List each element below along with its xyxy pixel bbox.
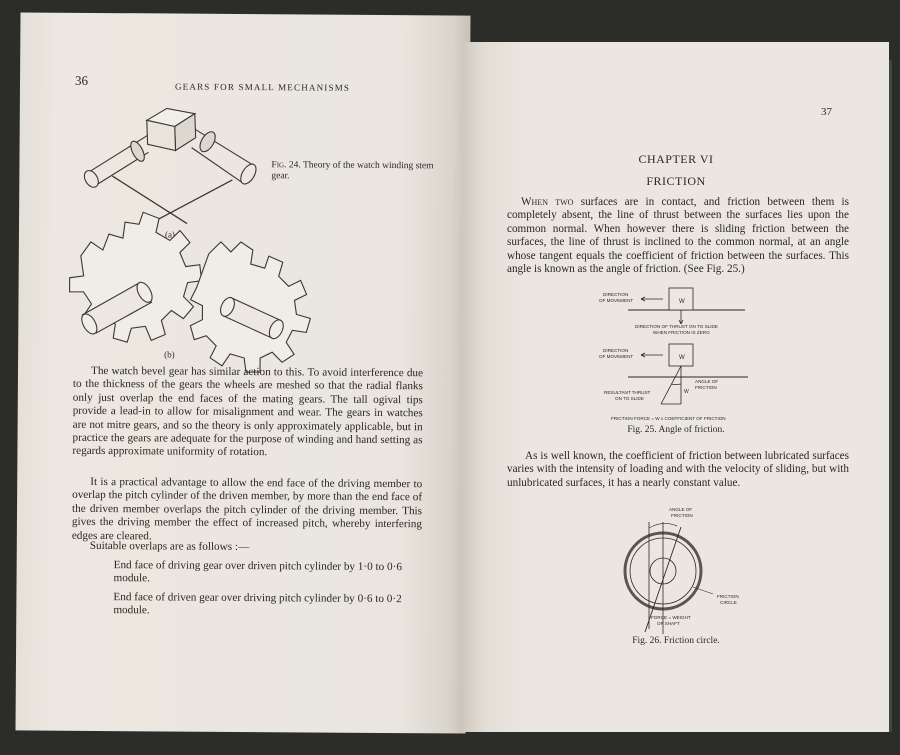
fig25-weight-label-2: W — [679, 355, 685, 361]
fig25-direction-label-3: DIRECTION — [603, 348, 629, 353]
overlap-item-2: End face of driven gear over driving pitch cylinder by 0·6 to 0·2 module. — [113, 591, 402, 617]
overlaps-intro: Suitable overlaps are as follows :— — [89, 539, 250, 554]
figure-24-caption — [271, 160, 441, 183]
fig25-thrust-zero-2: WHEN FRICTION IS ZERO — [653, 330, 710, 335]
fig25-angle-label-2: FRICTION — [695, 385, 717, 390]
figure-26-diagram — [463, 42, 889, 642]
figure-24b-label: (b) — [164, 349, 175, 360]
fig25-weight-label: W — [679, 299, 685, 305]
figure-24-label: Fig. 24. — [271, 160, 301, 171]
fig25-thrust-zero-1: DIRECTION OF THRUST ON TO SLIDE — [635, 324, 718, 329]
paragraph-overlap-advantage: It is a practical advantage to allow the end face of the driving member to overlap the pitch cylinder of the driven member, by more than the end face of the driven member overlaps the pitch cylinder of the driving member. This gives the driving member the effect of increased pitch, whereby interfering edges are cleared. — [71, 475, 423, 542]
paragraph-bevel-gear: The watch bevel gear has similar action to this. To avoid interference due to the thickness of the gears the wheels are meshed so that the radial flanks only just overlap the end faces of the mating gears. The tall ogival tips provide a lead-in to allow for misalignment and wear. The gears in watches are not mitre gears, and so the theory is only approximately applicable, but in practice the gears are adequate for the purpose of winding and hand setting as regards approximate uniformity of rotation. — [72, 364, 424, 459]
fig26-force-label-2: OF SHAFT — [657, 621, 680, 626]
fig25-weight-label-3: W — [684, 389, 689, 395]
fig25-direction-label-2: OF MOVEMENT — [599, 298, 634, 303]
paragraph-lubrication: As is well known, the coefficient of friction between lubricated surfaces varies with the intensity of loading and with the velocity of sliding, but with unlubricated surfaces, it has a nearly constant value. — [507, 450, 849, 489]
paragraph-friction-text: surfaces are in contact, and friction between them is completely absent, the line of thrust between the surfaces lies upon the common normal. When however there is sliding friction between the surfaces, the line of thrust is inclined to the common normal, at an angle whose tangent equals the coefficient of friction between the surfaces. This angle is known as the angle of friction. (See Fig. 25.) — [507, 196, 849, 276]
fig26-circle-label-1: FRICTION — [717, 594, 739, 599]
figure-26-caption: Fig. 26. Friction circle. — [632, 636, 720, 646]
figure-25-caption: Fig. 25. Angle of friction. — [627, 425, 725, 435]
figure-24-illustration — [18, 12, 470, 360]
fig25-angle-label-1: ANGLE OF — [695, 379, 719, 384]
page-number: 36 — [74, 72, 89, 88]
right-page — [463, 42, 889, 732]
figure-24a-label: (a) — [164, 229, 175, 240]
page-number: 37 — [821, 106, 832, 118]
overlap-item-1: End face of driving gear over driven pitch cylinder by 1·0 to 0·6 module. — [113, 559, 402, 585]
fig25-resultant-1: RESULTANT THRUST — [604, 390, 651, 395]
fig26-angle-label-1: ANGLE OF — [669, 507, 693, 512]
chapter-number: CHAPTER VI — [638, 152, 714, 166]
figure-24-caption-text: Theory of the watch winding stem gear. — [271, 160, 434, 182]
chapter-title: FRICTION — [646, 174, 706, 188]
fig26-force-label-1: FORCE = WEIGHT — [651, 615, 691, 620]
fig25-direction-label-4: OF MOVEMENT — [599, 354, 634, 359]
fig25-resultant-2: ON TO SLIDE — [615, 396, 644, 401]
fig25-friction-force: FRICTION FORCE = W x COEFFICIENT OF FRICTION — [611, 416, 726, 421]
fig26-angle-label-2: FRICTION — [671, 513, 693, 518]
fig26-circle-label-2: CIRCLE — [720, 600, 737, 605]
left-page — [15, 12, 470, 733]
paragraph-lead: When two — [521, 196, 574, 208]
running-head: GEARS FOR SMALL MECHANISMS — [174, 81, 351, 93]
fig25-direction-label-1: DIRECTION — [603, 292, 629, 297]
